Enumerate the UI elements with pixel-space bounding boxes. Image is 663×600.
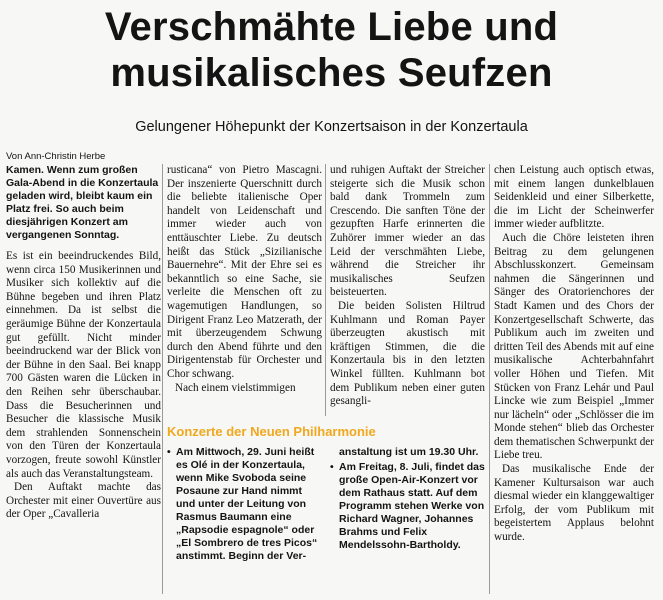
column-divider [325,164,326,416]
info-box-title: Konzerte der Neuen Philharmonie [167,424,376,439]
bullet-icon: • [330,461,334,473]
info-item-continued: anstaltung ist um 19.30 Uhr. [339,446,479,458]
info-box-column-2 [330,446,485,554]
headline-line-2: musikalisches Seufzen [110,51,553,95]
info-item: • Am Freitag, 8. Juli, findet das große Open-Air-Konzert vor dem Rathaus statt. Auf dem Programm stehen Werke von Richard Wagner, Johannes Brahms und Felix Mendelssohn-Bartholdy. [330,461,485,551]
article-column-4 [494,164,654,545]
byline: Von Ann-Christin Herbe [6,151,106,162]
bullet-icon: • [167,446,171,458]
body-paragraph: Es ist ein beeindruckendes Bild, wenn circa 150 Musikerinnen und Musiker sich kollektiv auf die Bühne begeben und ihren Platz einnehmen. Da ist selbst die geräumige Bühne der Konzertaula gut gefüllt. Nicht minder beeindruckend war der Blick von der Bühne in den Saal. Bei knapp 700 Gästen waren die Lücken in den Reihen sehr überschaubar. Dass die Besucherinnen und Besucher die klassische Musik dem strahlenden Sonnenschein von den Türen der Konzertaula vorzogen, freute sowohl Künstler als auch das Veranstaltungsteam. [6,250,161,480]
body-paragraph: Den Auftakt machte das Orchester mit einer Ouvertüre aus der Oper „Cavalleria [6,481,161,521]
body-paragraph: Auch die Chöre leisteten ihren Beitrag zu dem gelungenen Abschlusskonzert. Gemeinsam nahmen die Sängerinnen und Sänger des Oratorienchores der Stadt Kamen und des Chors der Konzertgesellschaft Schwerte, das Publikum auch im zweiten und dritten Teil des Abends mit auf eine musikalische Achterbahnfahrt voller Höhen und Tiefen. Mit Stücken von Franz Lehár und Paul Lincke wie zum Beispiel „Immer nur lächeln“ oder „Schlösser die im Monde stehen“ blieb das Orchester dem thematischen Schwerpunkt der Liebe treu. [494,231,654,462]
body-paragraph: und ruhigen Auftakt der Streicher steigerte sich die Musik schon bald dank Trommeln zum Crescendo. Die sanften Töne der gezupften Harfe erinnerten die Zuhörer immer wieder an das Leid der verschmähten Liebe, während die Streicher ihr musikalisches Seufzen beisteuerten. [330,164,485,299]
column-divider [489,164,490,594]
info-box-column-1 [167,446,322,565]
body-paragraph: chen Leistung auch optisch etwas, mit einem langen dunkelblauen Seidenkleid und einer Silberkette, die im Licht der Scheinwerfer immer wieder aufblitzte. [494,164,654,231]
body-paragraph: Nach einem vielstimmigen [175,381,296,394]
concert-info-box [167,424,491,562]
article-column-3 [330,164,485,409]
body-paragraph: Die beiden Solisten Hiltrud Kuhlmann und Roman Payer überzeugten akustisch mit kräftigen Stimmen, die die Konzertaula bis in den letzten Winkel füllten. Kuhlmann bot dem Publikum neben einer guten gesangli- [330,299,485,408]
headline-line-1: Verschmähte Liebe und [104,5,559,49]
info-item: • Am Mittwoch, 29. Juni heißt es Olé in der Konzertaula, wenn Mike Svoboda seine Posaune zur Hand nimmt und unter der Leitung von Rasmus Baumann eine „Rapsodie espagnole“ oder „El Sombrero de tres Picos“ anstimmt. Beginn der Ver- [167,446,318,562]
body-paragraph: Das musikalische Ende der Kamener Kultursaison war auch diesmal wieder ein klanggewaltiger Erfolg, der vom Publikum mit begeistertem Applaus belohnt wurde. [494,463,654,544]
subheadline: Gelungener Höhepunkt der Konzertsaison in der Konzertaula [135,119,528,135]
article-column-2 [167,164,322,395]
body-paragraph: rusticana“ von Pietro Mascagni. Der inszenierte Querschnitt durch die beliebte italienische Oper handelt von Leidenschaft und immer wieder auch von enttäuschter Liebe. Zu deutsch heißt das Stück „Sizilianische Bauernehre“. Mit der Ehre sei es bekanntlich so eine Sache, sie verleite die Menschen oft zu wagemutigen Handlungen, so Dirigent Franz Leo Matzerath, der mit überzeugendem Schwung durch den Abend führte und den Dirigentenstab für Orchester und Chor schwang. [167,164,322,380]
article-column-1 [6,164,161,522]
column-divider [162,164,163,594]
headline [0,4,663,96]
lead-paragraph: Kamen. Wenn zum großen Gala-Abend in die Konzertaula geladen wird, bleibt kaum ein Platz frei. So auch beim diesjährigen Konzert am vergangenen Sonntag. [6,164,159,241]
